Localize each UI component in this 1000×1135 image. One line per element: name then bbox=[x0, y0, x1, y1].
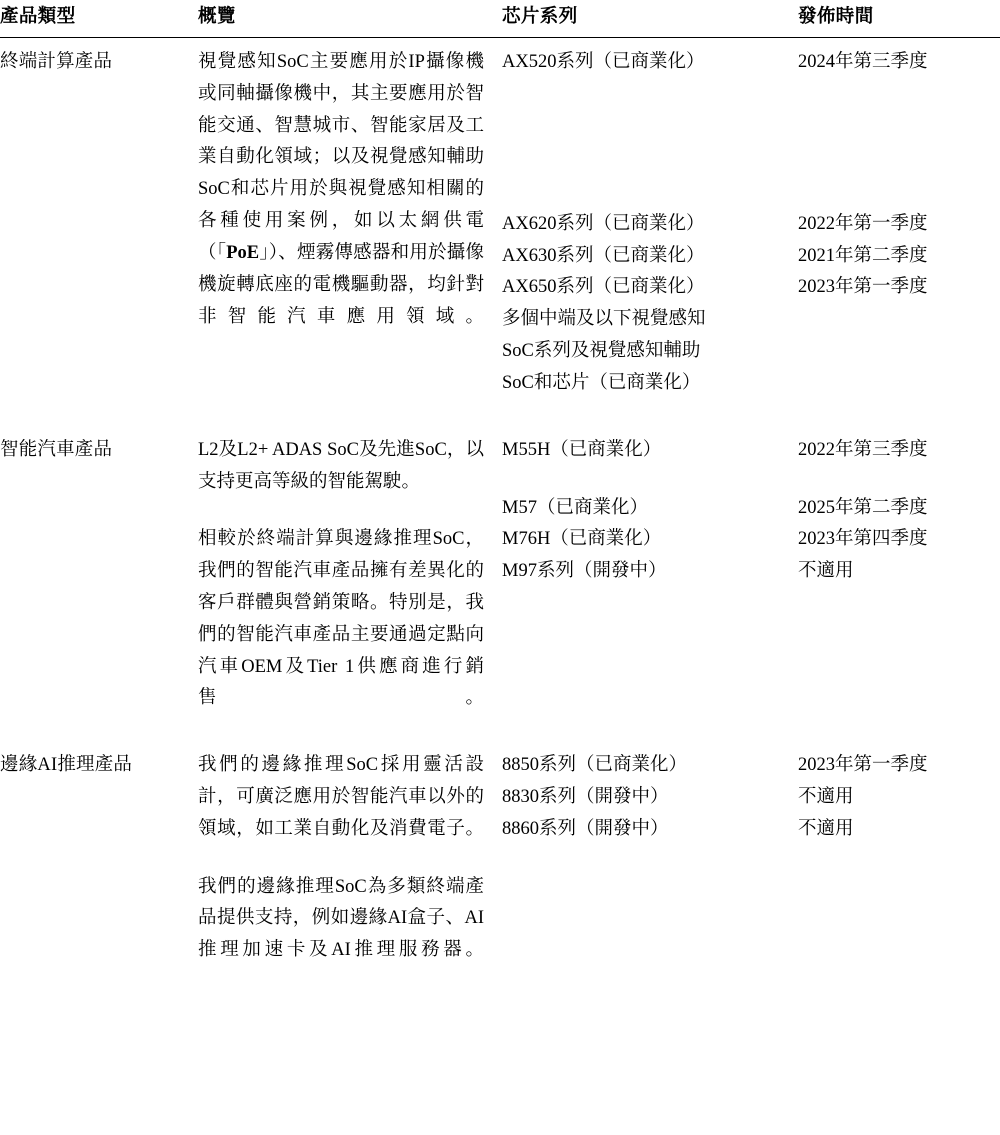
cell-overview bbox=[198, 741, 502, 967]
cell-chip-series bbox=[502, 38, 798, 400]
date-gap bbox=[798, 79, 1000, 105]
row-spacer bbox=[0, 715, 1000, 741]
cell-category: 終端計算產品 bbox=[0, 52, 113, 72]
chip-item: AX520系列（已商業化） bbox=[502, 52, 705, 72]
cell-overview bbox=[198, 426, 502, 716]
date-item: 2022年第一季度 bbox=[798, 213, 928, 234]
chip-item: M57（已商業化） bbox=[502, 497, 648, 518]
date-gap bbox=[798, 105, 1000, 131]
date-item: 2025年第二季度 bbox=[798, 497, 928, 518]
chip-item: AX650系列（已商業化） bbox=[502, 277, 705, 298]
cell-release-date bbox=[798, 741, 1000, 967]
chip-item: SoC系列及視覺感知輔助 bbox=[502, 341, 701, 362]
table-header bbox=[0, 0, 1000, 38]
chip-item: M97系列（開發中） bbox=[502, 561, 667, 582]
date-item: 2023年第一季度 bbox=[798, 755, 928, 776]
table-body bbox=[0, 38, 1000, 968]
overview-paragraph: 視覺感知SoC主要應用於IP攝像機或同軸攝像機中，其主要應用於智能交通、智慧城市、智能家居及工業自動化領域；以及視覺感知輔助SoC和芯片用於與視覺感知相關的各種使用案例，如以太網供電（「PoE」）、煙霧傳感器和用於攝像機旋轉底座的電機驅動器，均針對非智能汽車應用領域。 bbox=[198, 52, 484, 327]
date-item: 不適用 bbox=[798, 787, 854, 807]
chip-gap bbox=[502, 183, 798, 209]
chip-item: 8850系列（已商業化） bbox=[502, 755, 688, 776]
date-gap bbox=[798, 157, 1000, 183]
cell-release-date bbox=[798, 38, 1000, 400]
date-gap bbox=[798, 467, 1000, 493]
row-spacer bbox=[0, 400, 1000, 426]
table-row bbox=[0, 426, 1000, 716]
column-header-category: 產品類型 bbox=[0, 7, 76, 27]
overview-paragraph: 相較於終端計算與邊緣推理SoC，我們的智能汽車產品擁有差異化的客戶群體與營銷策略。特別是，我們的智能汽車產品主要通過定點向汽車OEM及Tier 1供應商進行銷售。 bbox=[198, 529, 484, 709]
chip-gap bbox=[502, 79, 798, 105]
chip-item: AX630系列（已商業化） bbox=[502, 245, 705, 266]
chip-item: 多個中端及以下視覺感知 bbox=[502, 309, 706, 330]
header-row bbox=[0, 0, 1000, 38]
chip-item: M55H（已商業化） bbox=[502, 439, 662, 460]
column-header-chip-series: 芯片系列 bbox=[502, 7, 578, 27]
cell-chip-series bbox=[502, 426, 798, 716]
date-item: 不適用 bbox=[798, 818, 854, 839]
table-row bbox=[0, 38, 1000, 400]
chip-item: SoC和芯片（已商業化） bbox=[502, 372, 701, 393]
date-gap bbox=[798, 131, 1000, 157]
cell-overview bbox=[198, 38, 502, 400]
date-item: 2023年第四季度 bbox=[798, 529, 928, 550]
date-item: 2021年第二季度 bbox=[798, 245, 928, 266]
overview-paragraph: 我們的邊緣推理SoC為多類終端產品提供支持，例如邊緣AI盒子、AI推理加速卡及AI推理服務器。 bbox=[198, 876, 484, 961]
cell-release-date bbox=[798, 426, 1000, 716]
cell-category: 智能汽車產品 bbox=[0, 439, 113, 460]
table-row bbox=[0, 741, 1000, 967]
chip-gap bbox=[502, 105, 798, 131]
chip-gap bbox=[502, 131, 798, 157]
date-gap bbox=[798, 183, 1000, 209]
overview-paragraph: 我們的邊緣推理SoC採用靈活設計，可廣泛應用於智能汽車以外的領域，如工業自動化及消費電子。 bbox=[198, 755, 484, 839]
chip-gap bbox=[502, 467, 798, 493]
cell-chip-series bbox=[502, 741, 798, 967]
chip-item: AX620系列（已商業化） bbox=[502, 213, 705, 234]
chip-item: 8830系列（開發中） bbox=[502, 787, 669, 807]
date-item: 2022年第三季度 bbox=[798, 439, 928, 460]
date-item: 不適用 bbox=[798, 561, 854, 582]
chip-item: M76H（已商業化） bbox=[502, 529, 662, 550]
column-header-release-date: 發佈時間 bbox=[798, 7, 874, 27]
chip-item: 8860系列（開發中） bbox=[502, 818, 669, 839]
column-header-overview: 概覽 bbox=[198, 7, 236, 27]
chip-gap bbox=[502, 157, 798, 183]
date-item: 2023年第一季度 bbox=[798, 277, 928, 298]
date-item: 2024年第三季度 bbox=[798, 52, 928, 72]
cell-category: 邊緣AI推理產品 bbox=[0, 755, 133, 776]
overview-paragraph: L2及L2+ ADAS SoC及先進SoC，以支持更高等級的智能駕駛。 bbox=[198, 439, 484, 492]
